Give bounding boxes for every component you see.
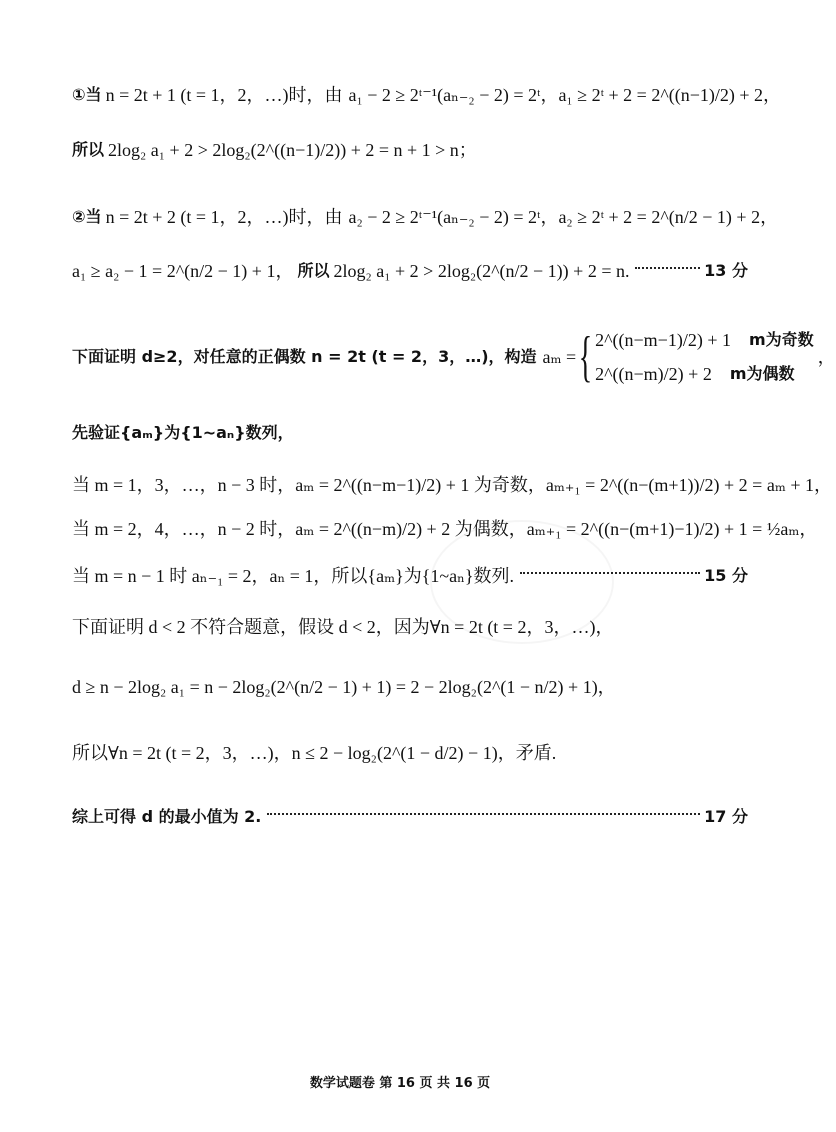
contradiction-intro: 下面证明 d < 2 不符合题意，假设 d < 2，因为∀n = 2t (t = 2，3，…)， (72, 617, 614, 637)
last-case-text: 当 m = n − 1 时 aₙ₋₁ = 2，aₙ = 1，所以{aₘ}为{1~aₙ}数列. (72, 566, 515, 586)
piecewise-odd-row (595, 323, 814, 357)
verify-text: 先验证{aₘ}为{1~aₙ}数列， (72, 423, 294, 442)
piecewise-cases (595, 323, 814, 391)
last-case-line (72, 563, 748, 589)
summary-text: 综上可得 d 的最小值为 2. (72, 807, 262, 826)
even-case-text: 当 m = 2，4，…，n − 2 时，aₘ = 2^((n−m)/2) + 2 为偶数，aₘ₊₁ = 2^((n−(m+1)−1)/2) + 1 = ½aₘ， (72, 519, 818, 539)
contradiction-ineq-line (72, 674, 748, 700)
case1-derivation: a₁ − 2 ≥ 2ᵗ⁻¹(aₙ₋₂ − 2) = 2ᵗ，a₁ ≥ 2ᵗ + 2 = 2^((n−1)/2) + 2， (348, 85, 782, 105)
contradiction-result-line (72, 740, 748, 766)
dotted-leader (635, 267, 700, 269)
piecewise-even-label: m为偶数 (729, 364, 795, 383)
case2-conclusion: 2log₂ a₁ + 2 > 2log₂(2^(n/2 − 1)) + 2 = n. (333, 261, 630, 281)
construction-text: 下面证明 d≥2，对任意的正偶数 n = 2t (t = 2，3，…)，构造 (72, 347, 537, 366)
case2-derivation: a₂ − 2 ≥ 2ᵗ⁻¹(aₙ₋₂ − 2) = 2ᵗ，a₂ ≥ 2ᵗ + 2 = 2^(n/2 − 1) + 2， (348, 207, 779, 227)
construction-line (72, 322, 836, 392)
construction-am: aₘ = (542, 347, 577, 367)
construction-tail: ， (817, 347, 836, 367)
case1-conclusion: 2log₂ a₁ + 2 > 2log₂(2^((n−1)/2)) + 2 = n + 1 > n； (108, 140, 477, 160)
piecewise-odd-expr: 2^((n−m−1)/2) + 1 (595, 330, 731, 350)
case2-condition: n = 2t + 2 (t = 1，2，…)时，由 (105, 207, 343, 227)
score-17: 17 分 (704, 807, 748, 826)
verify-line (72, 420, 748, 446)
case1-condition: n = 2t + 1 (t = 1，2，…)时，由 (105, 85, 343, 105)
page-footer: 数学试题卷 第 16 页 共 16 页 (309, 1076, 491, 1091)
score-13: 13 分 (704, 261, 748, 280)
even-case-line (72, 516, 818, 542)
piecewise-even-row (595, 357, 814, 391)
piecewise-even-expr: 2^((n−m)/2) + 2 (595, 364, 712, 384)
case1-conclusion-line (72, 137, 748, 163)
summary-line (72, 804, 748, 830)
case2-marker: ②当 (72, 207, 102, 226)
dotted-leader (520, 572, 700, 574)
piecewise-odd-label: m为奇数 (748, 330, 814, 349)
case1-marker: ①当 (72, 85, 102, 104)
contradiction-result: 所以∀n = 2t (t = 2，3，…)，n ≤ 2 − log₂(2^(1 − d/2) − 1)，矛盾. (72, 743, 557, 763)
piecewise-brace: { (578, 326, 593, 388)
case2-conclusion-line (72, 258, 748, 284)
odd-case-text: 当 m = 1，3，…，n − 3 时，aₘ = 2^((n−m−1)/2) + 1 为奇数，aₘ₊₁ = 2^((n−(m+1))/2) + 2 = aₘ + 1， (72, 475, 833, 495)
score-15: 15 分 (704, 566, 748, 585)
case2-conclusion-prefix: 所以 (297, 261, 330, 280)
dotted-leader (267, 813, 700, 815)
contradiction-ineq: d ≥ n − 2log₂ a₁ = n − 2log₂(2^(n/2 − 1) + 1) = 2 − 2log₂(2^(1 − n/2) + 1)， (72, 677, 616, 697)
case1-derivation-line (72, 82, 782, 108)
case2-a1-bound: a₁ ≥ a₂ − 1 = 2^(n/2 − 1) + 1， (72, 261, 294, 281)
odd-case-line (72, 472, 833, 498)
case2-derivation-line (72, 204, 779, 230)
case1-conclusion-prefix: 所以 (72, 140, 105, 159)
contradiction-intro-line (72, 614, 748, 640)
